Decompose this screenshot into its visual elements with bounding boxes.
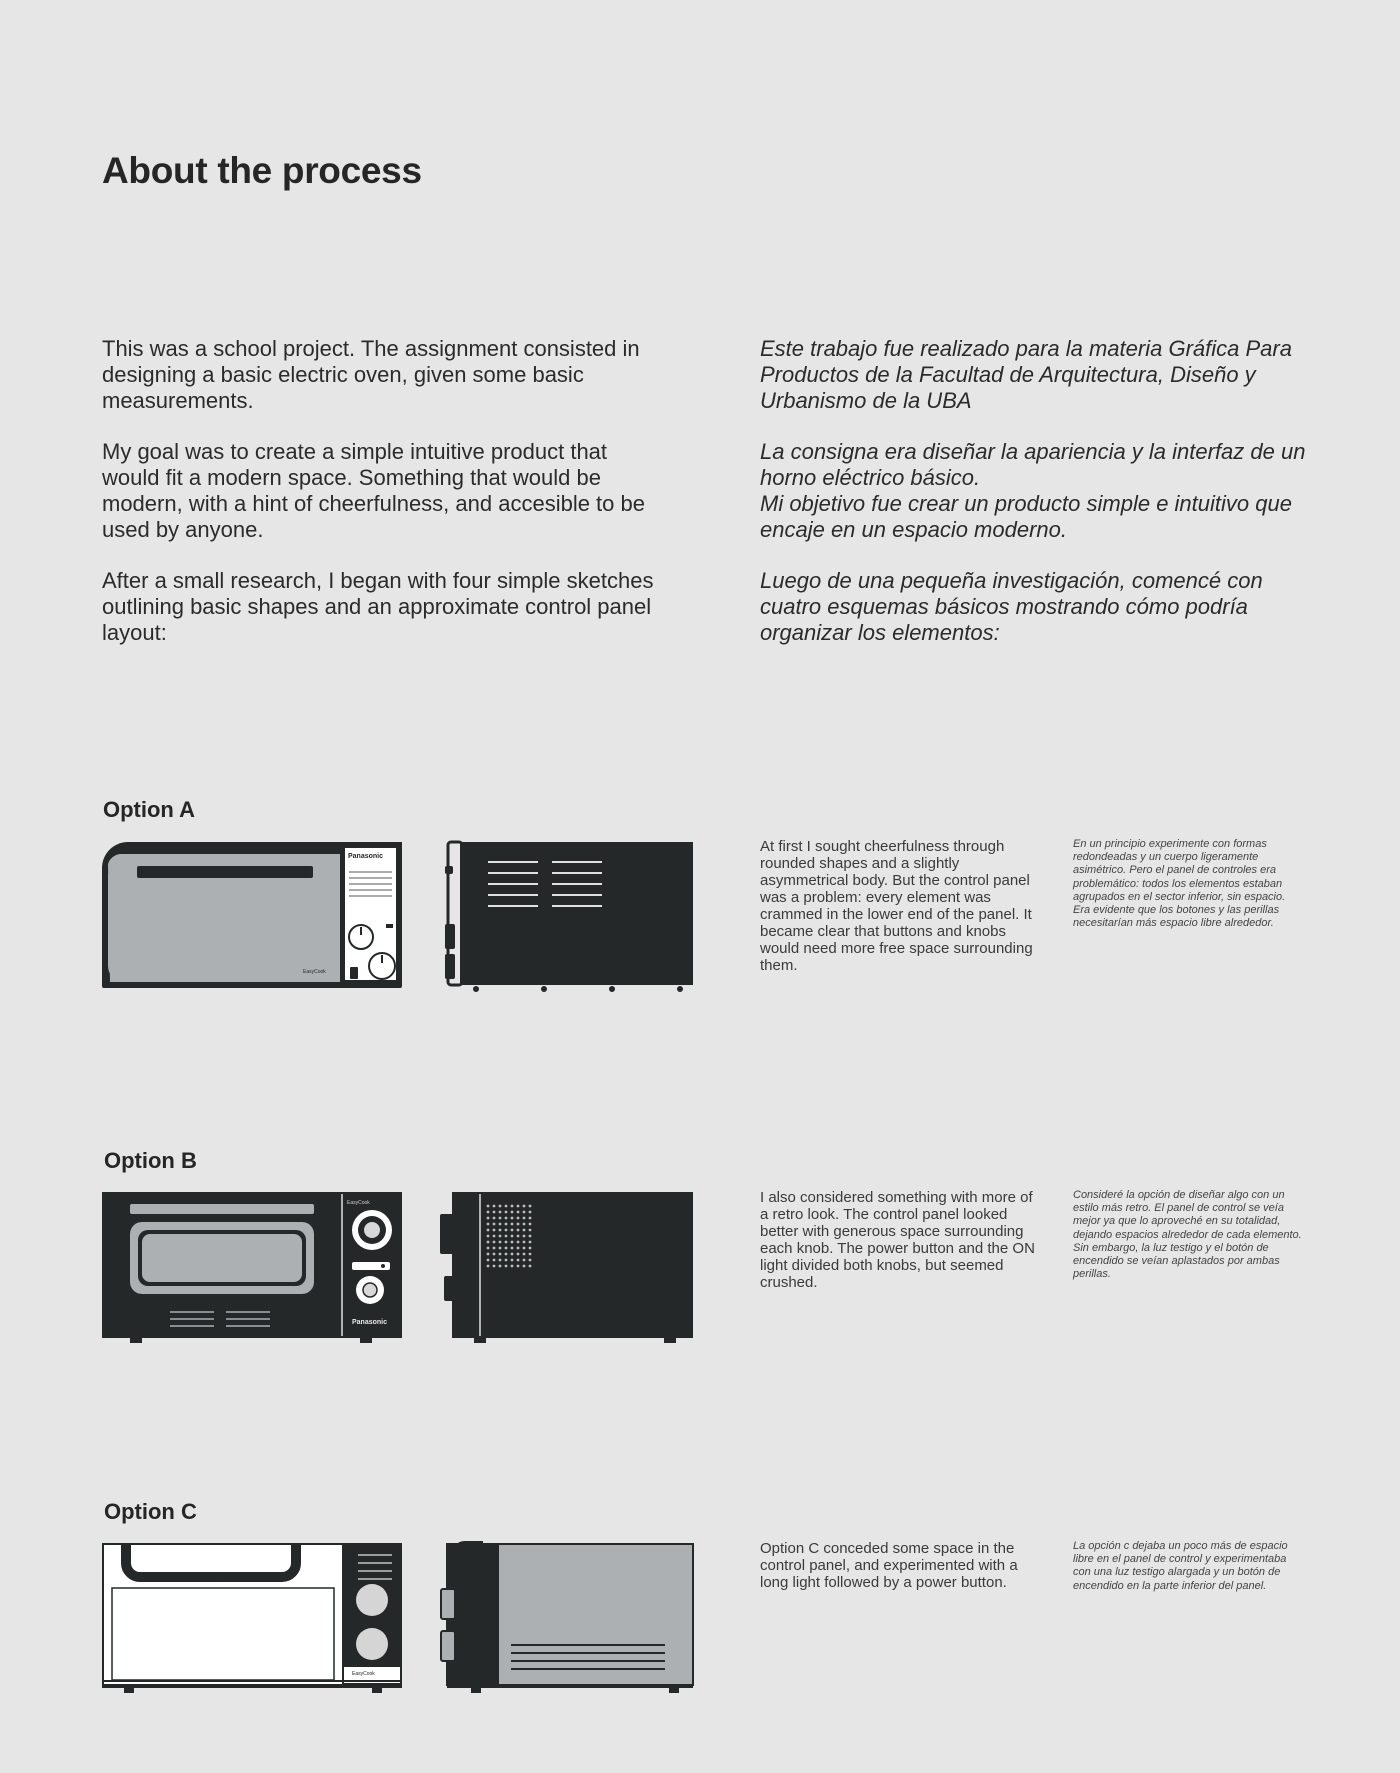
vent-dot bbox=[529, 1259, 532, 1262]
option-c-front-view bbox=[102, 1543, 402, 1693]
vent-dot bbox=[517, 1259, 520, 1262]
vent-dot bbox=[511, 1217, 514, 1220]
vent-dot bbox=[517, 1265, 520, 1268]
vent-dot bbox=[493, 1235, 496, 1238]
option-c-brand: Panasonic bbox=[204, 1576, 240, 1583]
intro-es-paragraph: Luego de una pequeña investigación, comencé con cuatro esquemas básicos mostrando cómo podría organizar los elementos: bbox=[760, 568, 1263, 645]
vent-dot bbox=[487, 1247, 490, 1250]
vent-dot bbox=[511, 1241, 514, 1244]
vent-dot bbox=[505, 1223, 508, 1226]
vent-dot bbox=[517, 1217, 520, 1220]
vent-dot bbox=[529, 1205, 532, 1208]
vent-dot bbox=[505, 1235, 508, 1238]
option-c-side-view bbox=[433, 1543, 695, 1693]
intro-spanish bbox=[760, 336, 1320, 671]
vent-dot bbox=[517, 1241, 520, 1244]
vent-dot bbox=[511, 1235, 514, 1238]
vent-dot bbox=[493, 1205, 496, 1208]
vent-dot bbox=[499, 1229, 502, 1232]
vent-dot bbox=[517, 1235, 520, 1238]
vent-dot bbox=[523, 1217, 526, 1220]
intro-en-paragraph: This was a school project. The assignment consisted in designing a basic electric oven, given some basic measurements. bbox=[102, 336, 640, 413]
intro-es-paragraph: Mi objetivo fue crear un producto simple e intuitivo que encaje en un espacio moderno. bbox=[760, 491, 1292, 542]
vent-dot bbox=[505, 1241, 508, 1244]
vent-dot bbox=[493, 1211, 496, 1214]
vent-dot bbox=[493, 1229, 496, 1232]
vent-dot bbox=[493, 1259, 496, 1262]
vent-dot bbox=[499, 1223, 502, 1226]
option-c-model: EasyCook bbox=[352, 1671, 375, 1677]
vent-dot bbox=[523, 1259, 526, 1262]
vent-dot bbox=[523, 1223, 526, 1226]
option-b-title: Option B bbox=[104, 1148, 197, 1173]
vent-dot bbox=[493, 1223, 496, 1226]
vent-dot bbox=[523, 1241, 526, 1244]
vent-dot bbox=[505, 1247, 508, 1250]
vent-dot bbox=[505, 1205, 508, 1208]
vent-dot bbox=[505, 1253, 508, 1256]
vent-dot bbox=[487, 1229, 490, 1232]
vent-dot bbox=[499, 1265, 502, 1268]
vent-dot bbox=[511, 1211, 514, 1214]
vent-dot bbox=[523, 1211, 526, 1214]
vent-dot bbox=[511, 1259, 514, 1262]
option-c-description-es: La opción c dejaba un poco más de espacio libre en el panel de control y experimentaba con una luz testigo alargada y un botón de encendido en la parte inferior del panel. bbox=[1073, 1540, 1288, 1592]
vent-dot bbox=[529, 1241, 532, 1244]
option-c-description-en: Option C conceded some space in the control panel, and experimented with a long light followed by a power button. bbox=[760, 1540, 1018, 1591]
vent-dot bbox=[499, 1241, 502, 1244]
vent-dot bbox=[487, 1241, 490, 1244]
vent-dot bbox=[499, 1235, 502, 1238]
intro-en-paragraph: After a small research, I began with four simple sketches outlining basic shapes and an approximate control panel layout: bbox=[102, 568, 654, 645]
vent-dot bbox=[499, 1205, 502, 1208]
option-a-title: Option A bbox=[103, 797, 196, 822]
page-title: About the process bbox=[102, 150, 422, 191]
vent-dot bbox=[499, 1253, 502, 1256]
vent-dot bbox=[487, 1235, 490, 1238]
vent-dot bbox=[529, 1223, 532, 1226]
vent-dot bbox=[517, 1205, 520, 1208]
vent-dot bbox=[511, 1265, 514, 1268]
vent-dot bbox=[511, 1205, 514, 1208]
vent-dot bbox=[493, 1247, 496, 1250]
intro-english bbox=[102, 336, 662, 671]
option-b-side-view bbox=[440, 1192, 695, 1342]
vent-dot bbox=[517, 1253, 520, 1256]
intro-es-paragraph: Este trabajo fue realizado para la materia Gráfica Para Productos de la Facultad de Arquitectura, Diseño y Urbanismo de la UBA bbox=[760, 336, 1292, 413]
option-a-front-view bbox=[102, 842, 402, 992]
vent-dot bbox=[487, 1253, 490, 1256]
option-b-description-en: I also considered something with more of a retro look. The control panel looked better with generous space surrounding each knob. The power button and the ON light divided both knobs, but seemed crushed. bbox=[760, 1189, 1035, 1291]
vent-dot bbox=[487, 1205, 490, 1208]
option-a-description-en: At first I sought cheerfulness through rounded shapes and a slightly asymmetrical body. But the control panel was a problem: every element was crammed in the lower end of the panel. It became clear that buttons and knobs would need more free space surrounding them. bbox=[760, 838, 1033, 974]
vent-dot bbox=[499, 1217, 502, 1220]
vent-dot bbox=[505, 1229, 508, 1232]
vent-dot bbox=[487, 1223, 490, 1226]
vent-dot bbox=[511, 1229, 514, 1232]
vent-dot bbox=[523, 1205, 526, 1208]
option-b-model: EasyCook bbox=[347, 1200, 370, 1206]
vent-dot bbox=[529, 1247, 532, 1250]
vent-dot bbox=[523, 1253, 526, 1256]
vent-dot bbox=[505, 1265, 508, 1268]
option-b-brand: Panasonic bbox=[352, 1319, 388, 1326]
vent-dot bbox=[517, 1223, 520, 1226]
vent-dot bbox=[487, 1211, 490, 1214]
vent-dot bbox=[505, 1211, 508, 1214]
option-b-description-es: Consideré la opción de diseñar algo con un estilo más retro. El panel de control se veía mejor ya que lo aproveché en su totalidad, dejando espacios alrededor de cada elemento. Sin embargo, la luz testigo y el botón de encendido se veían aplastados por ambas perillas. bbox=[1073, 1189, 1302, 1281]
vent-dot bbox=[529, 1235, 532, 1238]
vent-dot bbox=[517, 1211, 520, 1214]
vent-dot bbox=[499, 1211, 502, 1214]
vent-dot bbox=[517, 1247, 520, 1250]
intro-en-paragraph: My goal was to create a simple intuitive product that would fit a modern space. Something that would be modern, with a hint of cheerfulness, and accesible to be used by anyone. bbox=[102, 439, 645, 542]
vent-dot bbox=[505, 1259, 508, 1262]
option-a-brand: Panasonic bbox=[348, 853, 384, 860]
vent-dot bbox=[523, 1235, 526, 1238]
vent-dot bbox=[517, 1229, 520, 1232]
vent-dot bbox=[529, 1253, 532, 1256]
option-a-model: EasyCook bbox=[303, 969, 326, 975]
option-a-side-view bbox=[440, 842, 695, 992]
vent-dot bbox=[529, 1211, 532, 1214]
vent-dot bbox=[505, 1217, 508, 1220]
option-b-front-view bbox=[102, 1192, 402, 1342]
option-c-title: Option C bbox=[104, 1499, 197, 1524]
vent-dot bbox=[511, 1223, 514, 1226]
vent-dot bbox=[493, 1265, 496, 1268]
vent-dot bbox=[493, 1253, 496, 1256]
vent-dot bbox=[487, 1265, 490, 1268]
vent-dot bbox=[529, 1229, 532, 1232]
vent-dot bbox=[511, 1253, 514, 1256]
vent-dot bbox=[529, 1265, 532, 1268]
intro-es-paragraph: La consigna era diseñar la apariencia y la interfaz de un horno eléctrico básico. bbox=[760, 439, 1306, 490]
option-a-description-es: En un principio experimente con formas redondeadas y un cuerpo ligeramente asimétrico. Pero el panel de controles era problemático: todos los elementos estaban agrupados en el sector inferior, sin espacio. Era evidente que los botones y las perillas necesitarían más espacio libre alrededor. bbox=[1073, 838, 1286, 930]
vent-dot bbox=[523, 1265, 526, 1268]
vent-dot bbox=[511, 1247, 514, 1250]
vent-dot bbox=[523, 1229, 526, 1232]
vent-dot bbox=[487, 1259, 490, 1262]
vent-dot bbox=[499, 1247, 502, 1250]
vent-dot bbox=[487, 1217, 490, 1220]
vent-dot bbox=[493, 1241, 496, 1244]
vent-dot bbox=[499, 1259, 502, 1262]
vent-dot bbox=[523, 1247, 526, 1250]
vent-dot bbox=[493, 1217, 496, 1220]
vent-dot bbox=[529, 1217, 532, 1220]
